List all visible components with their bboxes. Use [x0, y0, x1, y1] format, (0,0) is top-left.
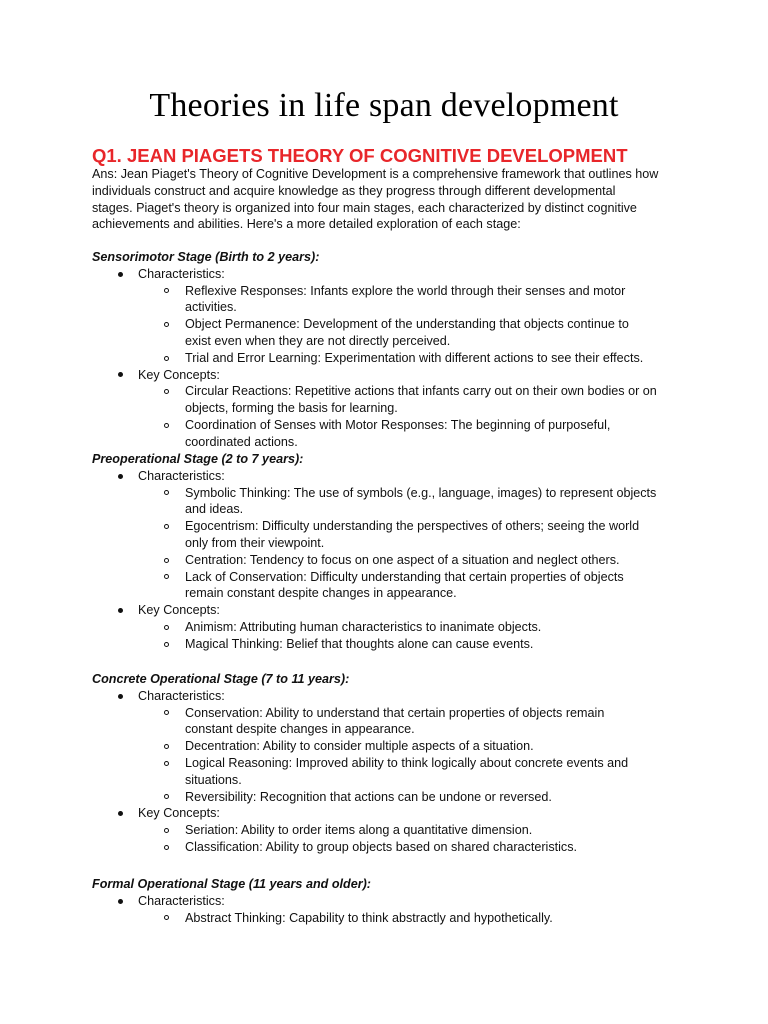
- sub-bullet-icon: [162, 755, 170, 772]
- list-item-line: remain constant despite changes in appearance.: [185, 586, 457, 601]
- sub-bullet-icon: [162, 822, 170, 839]
- list-item-line: Egocentrism: Difficulty understanding the perspectives of others; seeing the world: [185, 519, 640, 534]
- bullet-icon: [116, 367, 124, 384]
- list-item-line: Reflexive Responses: Infants explore the world through their senses and motor: [185, 283, 626, 298]
- list-item-line: Symbolic Thinking: The use of symbols (e.g., language, images) to represent objects: [185, 485, 657, 500]
- characteristics-label: Characteristics:: [138, 688, 225, 703]
- list-item-line: only from their viewpoint.: [185, 536, 325, 550]
- list-item-line: Magical Thinking: Belief that thoughts alone can cause events.: [185, 636, 534, 651]
- stage-heading: Preoperational Stage (2 to 7 years):: [92, 452, 304, 466]
- list-item-line: Seriation: Ability to order items along a quantitative dimension.: [185, 823, 533, 838]
- list-item-line: Centration: Tendency to focus on one aspect of a situation and neglect others.: [185, 552, 620, 567]
- list-item-line: Coordination of Senses with Motor Responses: The beginning of purposeful,: [185, 418, 611, 432]
- bullet-icon: [116, 805, 124, 822]
- bullet-icon: [116, 468, 124, 485]
- intro-line: achievements and abilities. Here's a more detailed exploration of each stage:: [92, 217, 521, 232]
- stage-heading: Concrete Operational Stage (7 to 11 years):: [92, 672, 350, 686]
- intro-line: stages. Piaget's theory is organized into four main stages, each characterized by distinct cognitive: [92, 200, 637, 215]
- list-item-line: constant despite changes in appearance.: [185, 722, 415, 737]
- sub-bullet-icon: [162, 839, 170, 856]
- list-item-line: Circular Reactions: Repetitive actions that infants carry out on their own bodies or on: [185, 384, 657, 399]
- question-heading: Q1. JEAN PIAGETS THEORY OF COGNITIVE DEVELOPMENT: [92, 145, 628, 166]
- list-item-line: exist even when they are not directly perceived.: [185, 334, 451, 348]
- bullet-icon: [116, 266, 124, 283]
- list-item-line: and ideas.: [185, 502, 244, 517]
- sub-bullet-icon: [162, 485, 170, 502]
- key-concepts-label: Key Concepts:: [138, 367, 220, 382]
- list-item-line: Classification: Ability to group objects based on shared characteristics.: [185, 840, 578, 854]
- sub-bullet-icon: [162, 417, 170, 434]
- sub-bullet-icon: [162, 910, 170, 927]
- list-item-line: Conservation: Ability to understand that certain properties of objects remain: [185, 705, 605, 720]
- list-item-line: Decentration: Ability to consider multiple aspects of a situation.: [185, 739, 534, 754]
- list-item-line: coordinated actions.: [185, 434, 298, 449]
- bullet-icon: [116, 602, 124, 619]
- list-item-line: Logical Reasoning: Improved ability to think logically about concrete events and: [185, 756, 629, 770]
- sub-bullet-icon: [162, 789, 170, 806]
- sub-bullet-icon: [162, 350, 170, 367]
- list-item-line: Abstract Thinking: Capability to think abstractly and hypothetically.: [185, 910, 553, 925]
- intro-paragraph: [92, 166, 692, 233]
- stage-heading: Formal Operational Stage (11 years and older):: [92, 877, 372, 891]
- list-item-line: activities.: [185, 300, 237, 315]
- sub-bullet-icon: [162, 552, 170, 569]
- list-item-line: Reversibility: Recognition that actions can be undone or reversed.: [185, 789, 552, 804]
- list-item-line: Object Permanence: Development of the understanding that objects continue to: [185, 317, 629, 332]
- key-concepts-label: Key Concepts:: [138, 603, 220, 618]
- sub-bullet-icon: [162, 738, 170, 755]
- sub-bullet-icon: [162, 619, 170, 636]
- intro-line: Ans: Jean Piaget's Theory of Cognitive Development is a comprehensive framework that outlines how: [92, 167, 659, 181]
- stage-heading: Sensorimotor Stage (Birth to 2 years):: [92, 250, 320, 264]
- intro-line: individuals construct and acquire knowledge as they progress through different developmental: [92, 183, 616, 198]
- key-concepts-label: Key Concepts:: [138, 806, 220, 821]
- page-title: Theories in life span development: [149, 87, 619, 124]
- sub-bullet-icon: [162, 636, 170, 653]
- bullet-icon: [116, 893, 124, 910]
- characteristics-label: Characteristics:: [138, 468, 225, 483]
- list-item-line: Lack of Conservation: Difficulty understanding that certain properties of objects: [185, 569, 624, 584]
- sub-bullet-icon: [162, 283, 170, 300]
- list-item-line: Animism: Attributing human characteristics to inanimate objects.: [185, 620, 542, 634]
- sub-bullet-icon: [162, 569, 170, 586]
- characteristics-label: Characteristics:: [138, 266, 225, 281]
- bullet-icon: [116, 688, 124, 705]
- list-item-line: Trial and Error Learning: Experimentation with different actions to see their effects.: [185, 350, 644, 365]
- sub-bullet-icon: [162, 383, 170, 400]
- list-item-line: situations.: [185, 772, 242, 787]
- sub-bullet-icon: [162, 518, 170, 535]
- characteristics-label: Characteristics:: [138, 893, 225, 908]
- sub-bullet-icon: [162, 316, 170, 333]
- sub-bullet-icon: [162, 705, 170, 722]
- list-item-line: objects, forming the basis for learning.: [185, 401, 398, 416]
